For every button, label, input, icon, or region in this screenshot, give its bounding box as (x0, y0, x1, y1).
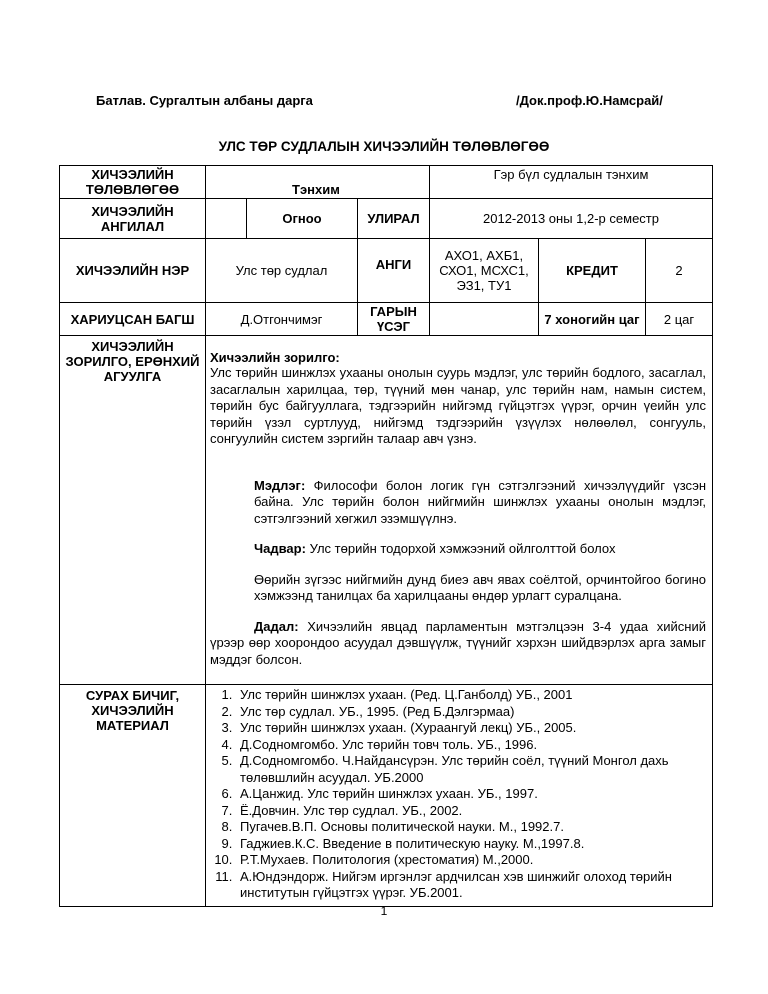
label-course-name: ХИЧЭЭЛИЙН НЭР (60, 239, 206, 303)
book-item: 7. Ё.Довчин. Улс төр судлал. УБ., 2002. (236, 803, 706, 820)
skill-text: Улс төрийн тодорхой хэмжээний ойлголттой болох (309, 541, 616, 556)
skill-text-2: Өөрийн зүгээс нийгмийн дунд биеэ авч явах соёлтой, орчинтойгоо богино хэмжээнд танилцах ба харилцааны өндөр урлагт суралцана. (254, 571, 707, 603)
book-item: 10. Р.Т.Мухаев. Политология (хрестоматия) М.,2000. (236, 852, 706, 869)
row-teacher (60, 303, 713, 336)
book-item: 4. Д.Содномгомбо. Улс төрийн товч толь. УБ., 1996. (236, 737, 706, 754)
label-goals: ХИЧЭЭЛИЙН ЗОРИЛГО, ЕРӨНХИЙ АГУУЛГА (60, 336, 206, 685)
book-list (210, 687, 706, 902)
knowledge-text: Философи болон логик гүн сэтгэлгээний хичээлүүдийг үзсэн байна. Улс төрийн болон нийгмийн шинжлэх ухааны онолын мэдлэг, сэтгэлгээний хөгжил эзэмшүүлнэ. (254, 477, 707, 526)
knowledge-label: Мэдлэг: (254, 477, 306, 493)
label-term: УЛИРАЛ (358, 199, 430, 239)
row-course-name (60, 239, 713, 303)
label-department: Тэнхим (206, 166, 430, 199)
practice-label: Дадал: (254, 618, 299, 634)
book-item: 11. А.Юндэндорж. Нийгэм иргэнлэг ардчилсан хэв шинжийг олоход төрийн институтын гүйцэтгэх үүрэг. УБ.2001. (236, 869, 706, 902)
book-item: 9. Гаджиев.К.С. Введение в политическую науку. М.,1997.8. (236, 836, 706, 853)
label-teacher: ХАРИУЦСАН БАГШ (60, 303, 206, 336)
label-plan: ХИЧЭЭЛИЙН ТӨЛӨВЛӨГӨӨ (60, 166, 206, 199)
knowledge-paragraph (210, 478, 706, 528)
goals-content (206, 336, 713, 685)
label-class: АНГИ (358, 239, 430, 303)
row-plan (60, 166, 713, 199)
goal-title: Хичээлийн зорилго: (210, 350, 340, 365)
department-value: Гэр бүл судлалын тэнхим (430, 166, 713, 199)
weekly-hours-value: 2 цаг (646, 303, 713, 336)
page-number: 1 (380, 904, 388, 918)
label-weekly-hours: 7 хоногийн цаг (539, 303, 646, 336)
book-item: 6. А.Цанжид. Улс төрийн шинжлэх ухаан. УБ., 1997. (236, 786, 706, 803)
credit-value: 2 (646, 239, 713, 303)
practice-text: Хичээлийн явцад парламентын мэтгэлцээн 3-4 удаа хийсний үрээр өөр хоорондоо асуудал дэвшүүлж, түүнийг хэрхэн шийдвэрлэх арга замыг мэддэг болсон. (210, 618, 707, 667)
book-item: 5. Д.Содномгомбо. Ч.Найдансүрэн. Улс төрийн соёл, түүний Монгол дахь төлөвшлийн асуудал. УБ.2000 (236, 753, 706, 786)
label-credit: КРЕДИТ (539, 239, 646, 303)
book-item: 3. Улс төрийн шинжлэх ухаан. (Хураангуй лекц) УБ., 2005. (236, 720, 706, 737)
row-goals (60, 336, 713, 685)
class-value: АХО1, АХБ1, СХО1, МСХС1, ЭЗ1, ТУ1 (430, 239, 539, 303)
category-value (206, 199, 247, 239)
term-value: 2012-2013 оны 1,2-р семестр (430, 199, 713, 239)
plan-table (59, 165, 713, 907)
approval-line: Батлав. Сургалтын албаны дарга (96, 93, 313, 108)
book-item: 2. Улс төр судлал. УБ., 1995. (Ред Б.Дэлгэрмаа) (236, 704, 706, 721)
teacher-value: Д.Отгончимэг (206, 303, 358, 336)
label-category: ХИЧЭЭЛИЙН АНГИЛАЛ (60, 199, 206, 239)
skill-label: Чадвар: (254, 541, 306, 556)
page-title: УЛС ТӨР СУДЛАЛЫН ХИЧЭЭЛИЙН ТӨЛӨВЛӨГӨӨ (218, 139, 550, 154)
book-item: 1. Улс төрийн шинжлэх ухаан. (Ред. Ц.Ганболд) УБ., 2001 (236, 687, 706, 704)
label-materials: СУРАХ БИЧИГ, ХИЧЭЭЛИЙН МАТЕРИАЛ (60, 685, 206, 907)
materials-content (206, 685, 713, 907)
signer-name: /Док.проф.Ю.Намсрай/ (516, 93, 663, 108)
goal-text: Улс төрийн шинжлэх ухааны онолын суурь мэдлэг, улс төрийн бодлого, засаглал, засаглалын харилцаа, төр, түүний мөн чанар, улс төрийн нам, намын систем, төрийн бус байгууллага, тэдгээрийн нийгэмд гүйцэтгэх үүрэг, орчин үеийн улс төрийн үзэл суртлууд, нийгэмд тэдгээрийн үзүүлэх нөлөөлөл, сонгууль, сонгуулийн систем зэргийн талаар авч үзнэ. (210, 365, 707, 446)
row-category (60, 199, 713, 239)
signature-value (430, 303, 539, 336)
practice-paragraph (210, 619, 706, 669)
book-item: 8. Пугачев.В.П. Основы политической науки. М., 1992.7. (236, 819, 706, 836)
skill-paragraph (210, 541, 706, 558)
course-name-value: Улс төр судлал (206, 239, 358, 303)
row-materials (60, 685, 713, 907)
label-date: Огноо (247, 199, 358, 239)
label-signature: ГАРЫН ҮСЭГ (358, 303, 430, 336)
